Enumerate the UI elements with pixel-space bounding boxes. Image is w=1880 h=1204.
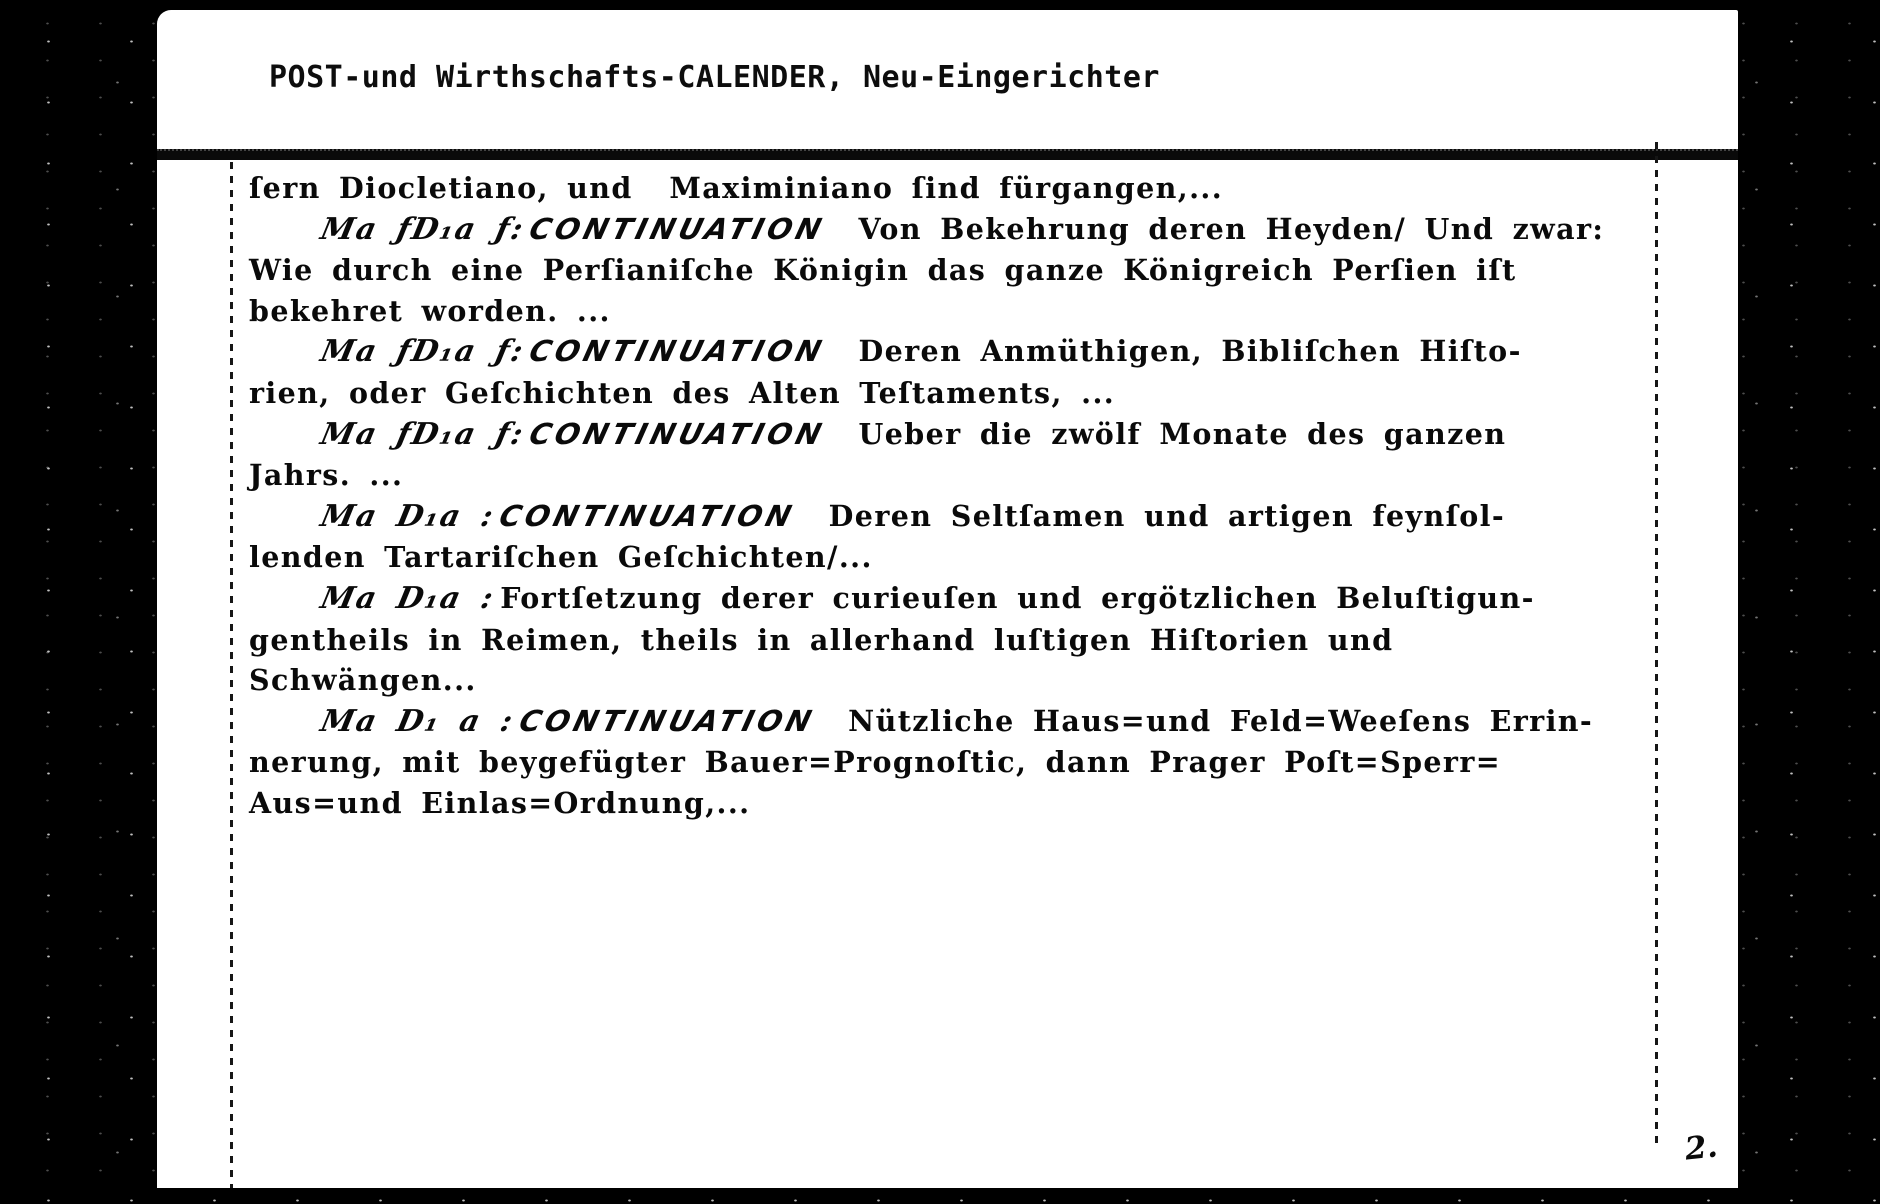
- line-text: Nützliche Haus=und Feld=Weeſens Errin-: [848, 703, 1594, 738]
- text-line: [249, 291, 1729, 332]
- line-text: Schwängen...: [249, 663, 477, 698]
- shelfmark-annotation: Ma ƒD₁a ƒ:: [317, 334, 528, 370]
- text-line: [249, 578, 1729, 620]
- document-page: [157, 10, 1738, 1188]
- line-text: Von Bekehrung deren Heyden/ Und zwar:: [858, 211, 1605, 246]
- line-text: Aus=und Einlas=Ordnung,...: [249, 785, 751, 820]
- text-line: [249, 537, 1729, 578]
- line-text: bekehret worden. ...: [249, 293, 611, 328]
- continuation-label: CONTINUATION: [496, 498, 799, 533]
- body-text-block: [249, 168, 1729, 824]
- left-margin-rule: [230, 162, 233, 1188]
- text-line: [249, 701, 1729, 743]
- text-line: [249, 455, 1729, 496]
- shelfmark-annotation: Ma ƒD₁a ƒ:: [317, 211, 528, 247]
- line-text: Fortſetzung derer curieuſen und ergötzlichen Beluſtigun-: [500, 580, 1535, 615]
- text-line: [249, 250, 1729, 291]
- shelfmark-annotation: Ma ƒD₁a ƒ:: [317, 416, 528, 452]
- text-line: [249, 331, 1729, 373]
- line-text: ſern Diocletiano, und Maximiniano ſind fürgangen,...: [249, 171, 1224, 205]
- shelfmark-annotation: Ma D₁a :: [317, 580, 499, 616]
- shelfmark-annotation: Ma D₁ a :: [317, 703, 518, 739]
- line-text: rien, oder Geſchichten des Alten Teſtaments, ...: [249, 375, 1116, 410]
- line-text: Deren Seltſamen und artigen feynſol-: [828, 498, 1506, 533]
- header-divider-rule: [157, 149, 1738, 160]
- line-text: lenden Tartariſchen Geſchichten/...: [249, 540, 873, 575]
- text-line: [249, 620, 1729, 661]
- line-text: Wie durch eine Perſianiſche Königin das ganze Königreich Perſien iſt: [249, 253, 1517, 288]
- continuation-label: CONTINUATION: [525, 211, 829, 246]
- shelfmark-annotation: Ma D₁a :: [317, 498, 499, 534]
- text-line: [249, 742, 1729, 783]
- text-line: [249, 496, 1729, 538]
- line-text: nerung, mit beygefügter Bauer=Prognoſtic, dann Prager Poſt=Sperr=: [249, 745, 1502, 780]
- text-line: [249, 373, 1729, 414]
- page-header-title: POST-und Wirthschafts-CALENDER, Neu-Eingerichter: [269, 60, 1160, 95]
- line-text: gentheils in Reimen, theils in allerhand luſtigen Hiſtorien und: [249, 622, 1394, 657]
- text-line: [249, 168, 1729, 209]
- continuation-label: CONTINUATION: [525, 334, 829, 369]
- line-text: Ueber die zwölf Monate des ganzen: [858, 416, 1507, 451]
- line-text: Jahrs. ...: [249, 458, 404, 493]
- handwritten-page-number: 2.: [1683, 1128, 1720, 1168]
- continuation-label: CONTINUATION: [515, 703, 819, 738]
- text-line: [249, 209, 1729, 251]
- text-line: [249, 660, 1729, 701]
- continuation-label: CONTINUATION: [525, 416, 829, 451]
- text-line: [249, 414, 1729, 456]
- line-text: Deren Anmüthigen, Bibliſchen Hiſto-: [858, 334, 1522, 369]
- text-line: [249, 783, 1729, 824]
